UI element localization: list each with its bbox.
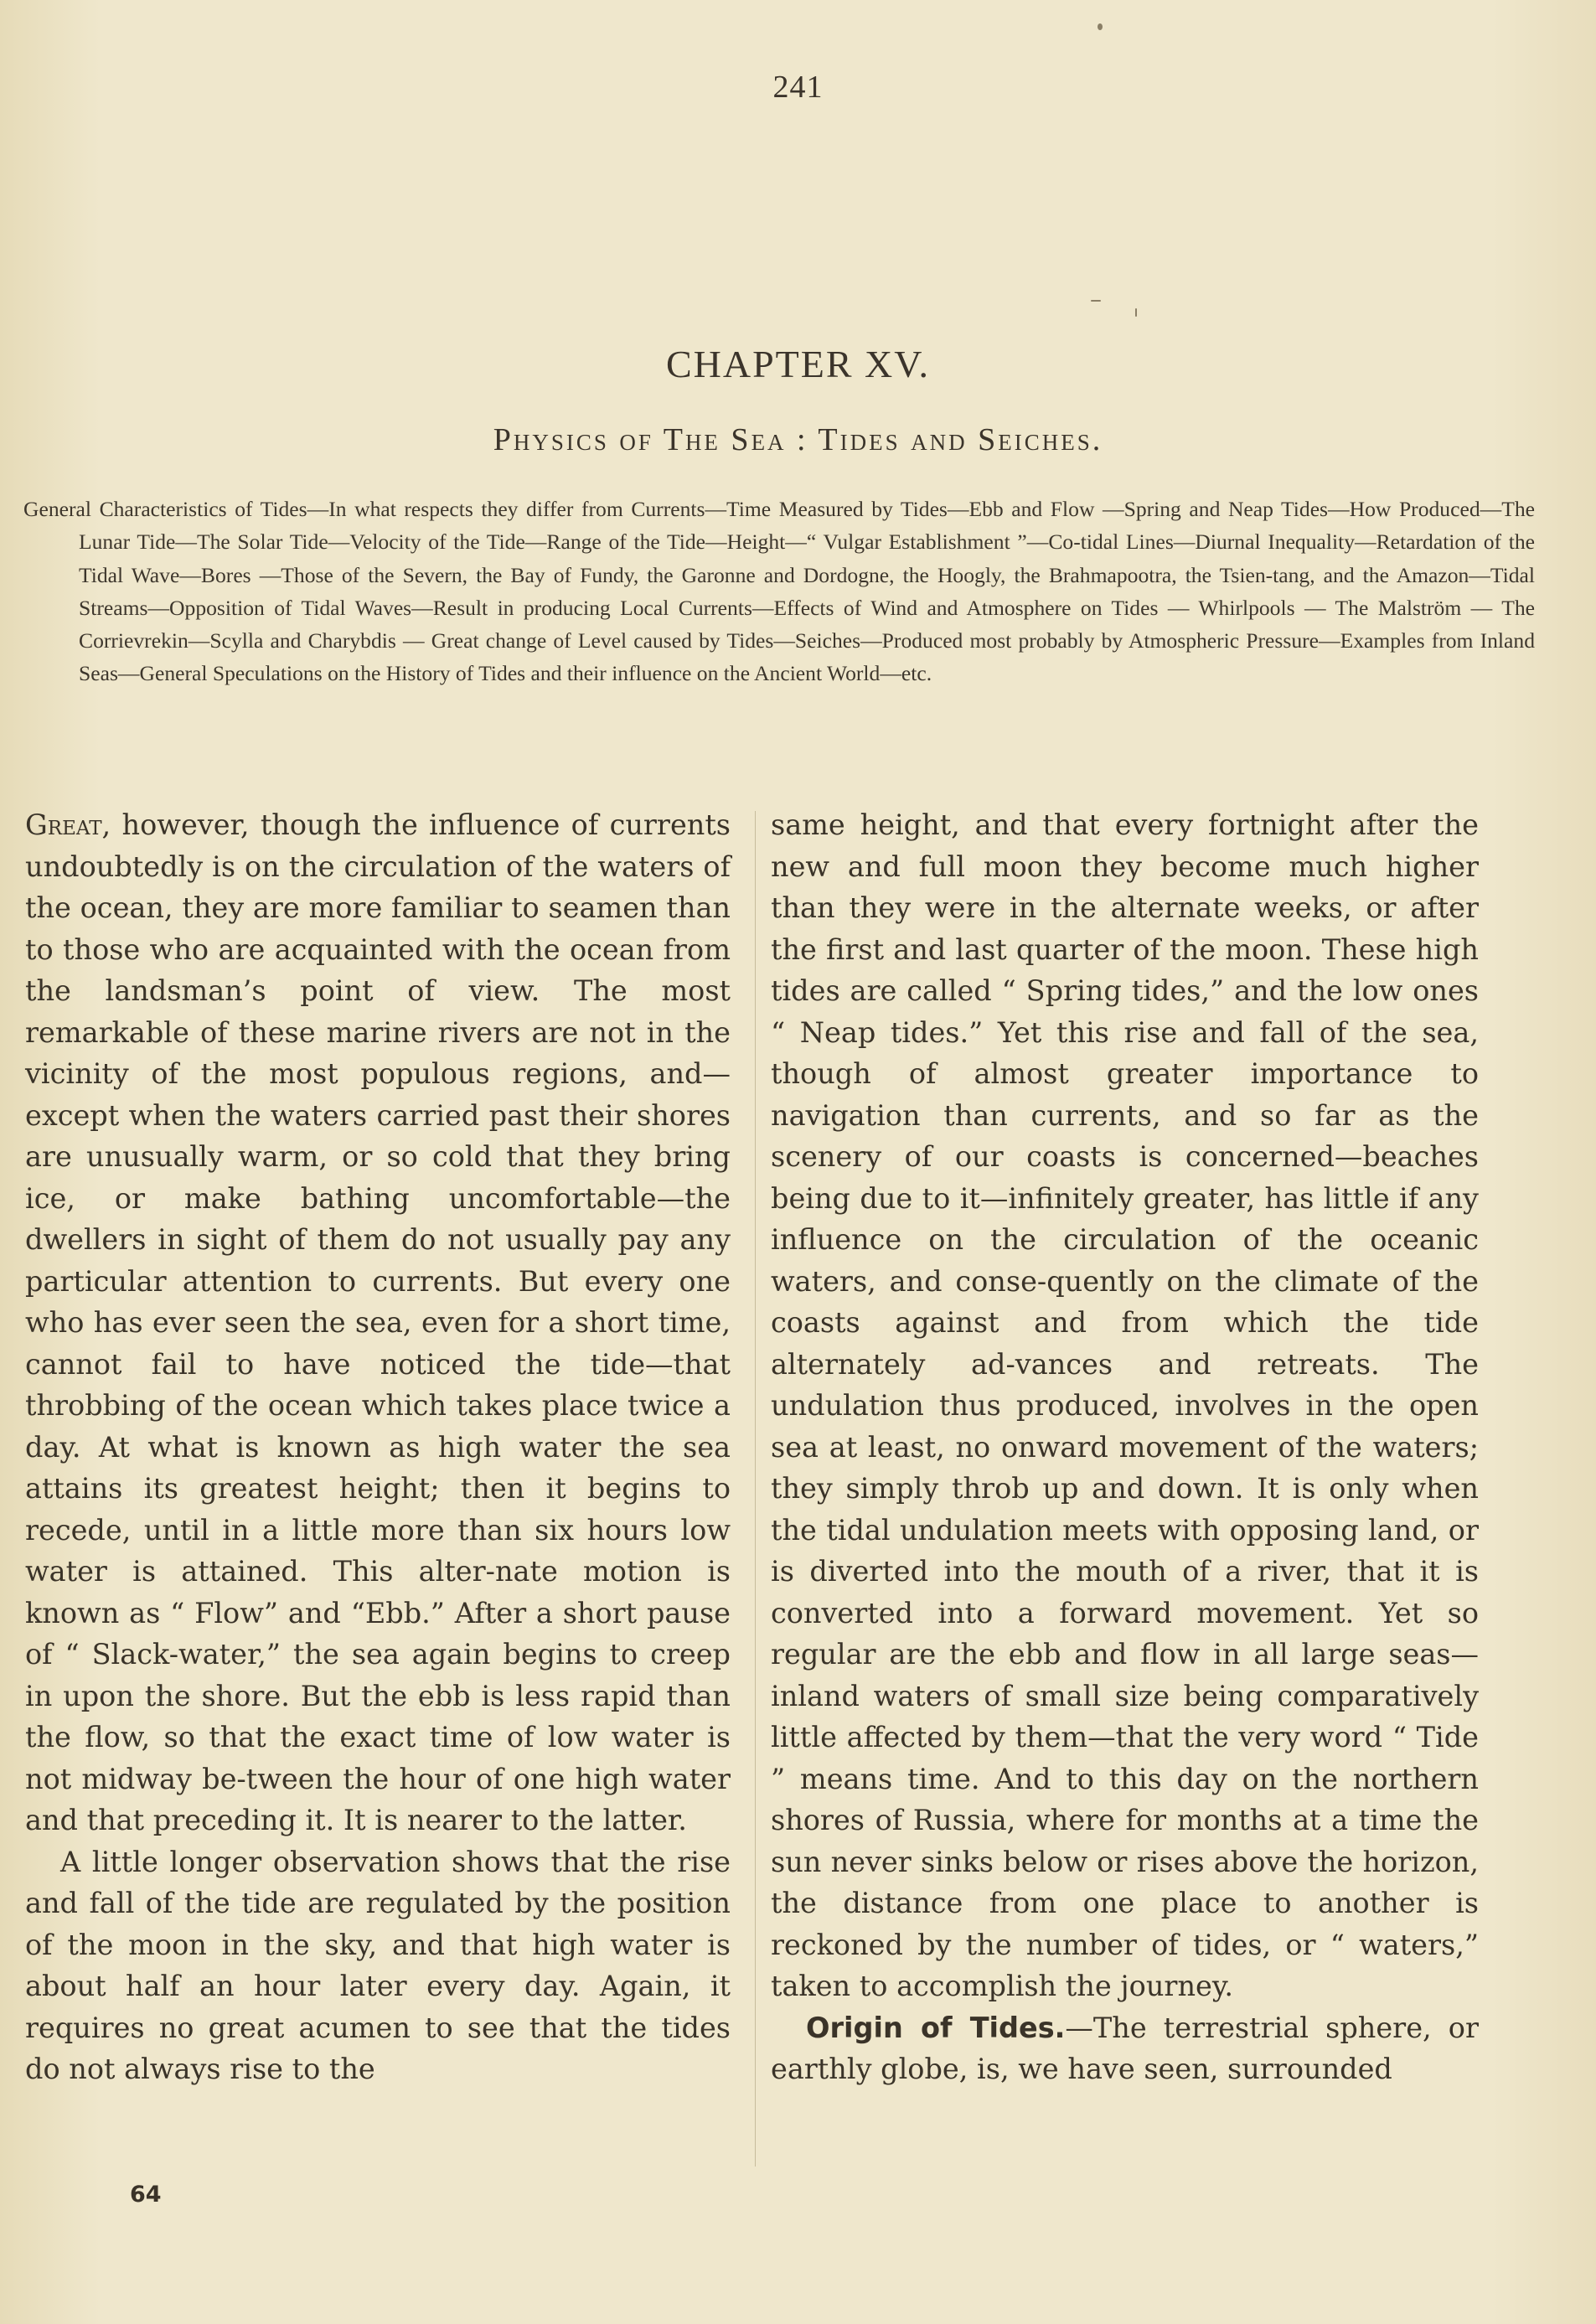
side-heading: Origin of Tides. <box>806 2011 1066 2044</box>
chapter-heading: CHAPTER XV. <box>665 343 931 385</box>
chapter-synopsis: General Characteristics of Tides—In what respects they differ from Currents—Time Measured by Tides—Ebb and Flow —Spring and Neap Tides—How Produced—The Lunar Tide—The Solar Tide—Velocity of the Tide—Range of the Tide—Height—“ Vulgar Establishment ”—Co-tidal Lines—Diurnal Inequality—Retardation of the Tidal Wave—Bores —Those of the Severn, the Bay of Fundy, the Garonne and Dordogne, the Hoogly, the Brahmapootra, the Tsien-tang, and the Amazon—Tidal Streams—Opposition of Tidal Waves—Result in producing Local Currents—Effects of Wind and Atmosphere on Tides — Whirlpools — The Malström — The Corrievrekin—Scylla and Charybdis — Great change of Level caused by Tides—Seiches—Produced most probably by Atmospheric Pressure—Examples from Inland Seas—General Speculations on the History of Tides and their influence on the Ancient World—etc. <box>23 497 1535 686</box>
paragraph <box>25 804 731 1841</box>
paragraph-text: however, though the influence of currents undoubtedly is on the circulation of the waters of the ocean, they are more familiar to seamen than to those who are acquainted with the ocean from the landsman’s point of view. The most remarkable of these marine rivers are not in the vicinity of the most populous regions, and—except when the waters carried past their shores are unusually warm, or so cold that they bring ice, or make bathing uncomfortable—the dwellers in sight of them do not usually pay any particular attention to currents. But every one who has ever seen the sea, even for a short time, cannot fail to have noticed the tide—that throbbing of the ocean which takes place twice a day. At what is known as high water the sea attains its greatest height; then it begins to recede, until in a little more than six hours low water is attained. This alter-nate motion is known as “ Flow” and “Ebb.” After a short pause of “ Slack-water,” the sea again begins to creep in upon the shore. But the ebb is less rapid than the flow, so that the exact time of low water is not midway be-tween the hour of one high water and that preceding it. It is nearer to the latter. <box>25 808 731 1836</box>
left-column <box>25 804 731 2090</box>
column-divider <box>755 811 756 2166</box>
paper-speck <box>1091 300 1101 302</box>
paragraph: same height, and that every fortnight after the new and full moon they become much higher than they were in the alternate weeks, or after the first and last quarter of the moon. These high tides are called “ Spring tides,” and the low ones “ Neap tides.” Yet this rise and fall of the sea, though of almost greater importance to navigation than currents, and so far as the scenery of our coasts is concerned—beaches being due to it—infinitely greater, has little if any influence on the circulation of the oceanic waters, and conse-quently on the climate of the coasts against and from which the tide alternately ad-vances and retreats. The undulation thus produced, involves in the open sea at least, no onward movement of the waters; they simply throb up and down. It is only when the tidal undulation meets with opposing land, or is diverted into the mouth of a river, that it is converted into a forward movement. Yet so regular are the ebb and flow in all large seas—inland waters of small size being comparatively little affected by them—that the very word “ Tide ” means time. And to this day on the northern shores of Russia, where for months at a time the sun never sinks below or rises above the horizon, the distance from one place to another is reckoned by the number of tides, or “ waters,” taken to accomplish the journey. <box>771 808 1479 2002</box>
signature-mark: 64 <box>130 2182 162 2208</box>
paragraph: A little longer observation shows that the rise and fall of the tide are regulated by the position of the moon in the sky, and that high water is about half an hour later every day. Again, it requires no great acumen to see that the tides do not always rise to the <box>25 1845 731 2085</box>
paper-speck <box>1098 23 1103 30</box>
paragraph-text: —The terrestrial sphere, or earthly globe, is, we have seen, surrounded <box>771 2011 1479 2085</box>
paragraph <box>771 2007 1479 2090</box>
chapter-title: Physics of The Sea : Tides and Seiches. <box>493 422 1103 457</box>
drop-lead-word: Great, <box>25 808 111 841</box>
paper-speck <box>1135 308 1137 317</box>
right-column <box>771 804 1479 2090</box>
page-number: 241 <box>772 70 824 105</box>
